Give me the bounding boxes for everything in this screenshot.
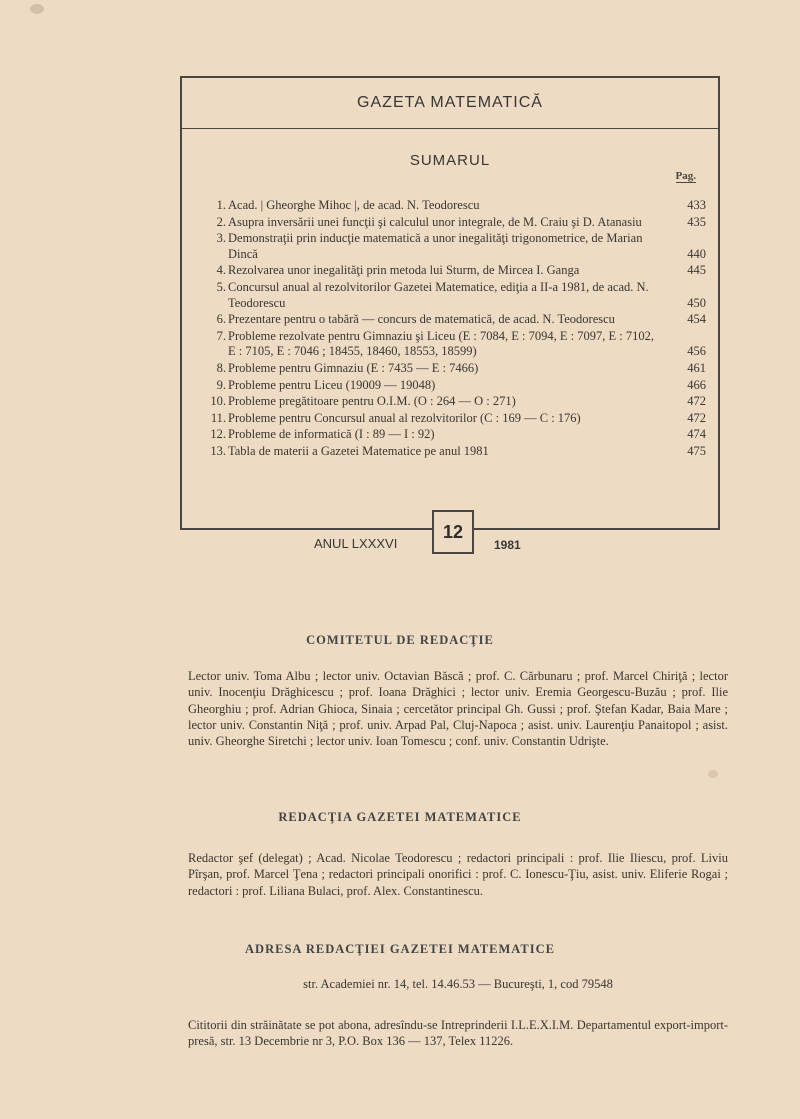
toc-item-title: Probleme rezolvate pentru Gimnaziu şi Liceu (E : 7084, E : 7094, E : 7097, E : 7102, E : 7105, E : 7046 ; 18455, 18460, 18553, 18599) xyxy=(228,328,654,359)
toc-item-title: Probleme pentru Gimnaziu (E : 7435 — E : 7466) xyxy=(228,360,479,375)
toc-item-page: 450 xyxy=(687,295,706,310)
toc-item-number: 2. xyxy=(216,214,226,229)
toc-item[interactable] xyxy=(206,444,706,460)
toc-item-number: 3. xyxy=(216,231,226,246)
foreign-subscription-text: Cititorii din străinătate se pot abona, adresîndu-se Intreprinderii I.L.E.X.I.M. Departamentul export-import-presă, str. 13 Decembrie nr 3, P.O. Box 136 — 137, Telex 11226. xyxy=(188,1018,728,1049)
toc-item-page: 456 xyxy=(687,344,706,359)
toc-item[interactable] xyxy=(206,427,706,443)
toc-item-title: Acad. | Gheorghe Mihoc |, de acad. N. Teodorescu xyxy=(228,198,480,212)
toc-item-page: 454 xyxy=(687,312,706,327)
toc-item-number: 13. xyxy=(210,443,226,458)
issue-info xyxy=(180,510,720,560)
toc-item-title: Tabla de materii a Gazetei Matematice pe anul 1981 xyxy=(228,443,489,458)
address-line: str. Academiei nr. 14, tel. 14.46.53 — Bucureşti, 1, cod 79548 xyxy=(303,977,613,991)
toc-item-number: 6. xyxy=(216,312,226,327)
toc-item[interactable] xyxy=(206,361,706,377)
editorial-title: REDACŢIA GAZETEI MATEMATICE xyxy=(278,810,522,824)
toc-item[interactable] xyxy=(206,198,706,214)
page-column-label: Pag. xyxy=(675,170,696,182)
toc-item-title: Probleme pregătitoare pentru O.I.M. (O : 264 — O : 271) xyxy=(228,394,516,409)
toc-item-number: 11. xyxy=(210,410,226,425)
toc-item-title: Rezolvarea unor inegalităţi prin metoda lui Sturm, de Mircea I. Ganga xyxy=(228,263,580,278)
toc-item-number: 4. xyxy=(216,263,226,278)
issue-year: 1981 xyxy=(494,538,521,552)
toc-item[interactable] xyxy=(206,312,706,328)
issue-number: 12 xyxy=(432,510,474,554)
toc-item-page: 472 xyxy=(687,394,706,409)
toc-item-page: 475 xyxy=(687,443,706,458)
toc-item-title: Prezentare pentru o tabără — concurs de matematică, de acad. N. Teodorescu xyxy=(228,312,615,327)
toc-item-page: 445 xyxy=(687,263,706,278)
toc-item-number: 10. xyxy=(210,394,226,409)
toc-item-number: 7. xyxy=(216,328,226,343)
summary-box xyxy=(180,76,720,530)
toc-item-number: 8. xyxy=(216,360,226,375)
paper-stain xyxy=(30,4,44,14)
toc-item-number: 5. xyxy=(216,279,226,294)
toc-item-number: 9. xyxy=(216,377,226,392)
toc-item-page: 435 xyxy=(687,214,706,229)
toc-item-number: 12. xyxy=(210,427,226,442)
committee-title: COMITETUL DE REDACŢIE xyxy=(306,633,494,647)
toc-item-title: Probleme pentru Liceu (19009 — 19048) xyxy=(228,377,436,392)
toc-item[interactable] xyxy=(206,263,706,279)
toc-item-page: 474 xyxy=(687,427,706,442)
divider xyxy=(182,128,718,129)
toc-item-page: 440 xyxy=(687,246,706,261)
toc-item-page: 461 xyxy=(687,360,706,375)
toc-item-number: 1. xyxy=(216,198,226,212)
toc-item-title: Demonstraţii prin inducţie matematică a unor inegalităţi trigonometrice, de Marian Dincă xyxy=(228,231,643,261)
paper-stain xyxy=(708,770,718,778)
toc-item[interactable] xyxy=(206,329,706,360)
summary-title: SUMARUL xyxy=(409,152,491,169)
toc-item-title: Asupra inversării unei funcţii şi calculul unor integrale, de M. Craiu şi D. Atanasiu xyxy=(228,214,642,229)
toc-item-title: Probleme de informatică (I : 89 — I : 92) xyxy=(228,427,435,442)
toc-item-title: Probleme pentru Concursul anual al rezolvitorilor (C : 169 — C : 176) xyxy=(228,410,581,425)
toc-item[interactable] xyxy=(206,394,706,410)
toc-item-page: 466 xyxy=(687,377,706,392)
committee-text: Lector univ. Toma Albu ; lector univ. Octavian Băscă ; prof. C. Cărbunaru ; prof. Marcel Chiriţă ; lector univ. Inocenţiu Drăghicescu ; prof. Ioana Drăghici ; lector univ. Eremia Georgescu-Buzău ; prof. Ilie Gheorghiu ; prof. Adrian Ghioca, Sinaia ; cercetător principal Gh. Gussi ; prof. Ştefan Kadar, Baia Mare ; lector univ. Constantin Niţă ; prof. univ. Arpad Pal, Cluj-Napoca ; asist. univ. Laurenţiu Panaitopol ; asist. univ. Gheorghe Siretchi ; lector univ. Ioan Tomescu ; conf. univ. Constantin Udrişte. xyxy=(188,669,728,749)
journal-title: GAZETA MATEMATICĂ xyxy=(357,94,543,111)
toc-item[interactable] xyxy=(206,280,706,311)
volume-label: ANUL LXXXVI xyxy=(314,536,398,551)
toc-item-title: Concursul anual al rezolvitorilor Gazetei Matematice, ediţia a II-a 1981, de acad. N. Teodorescu xyxy=(228,279,649,310)
address-title: ADRESA REDACŢIEI GAZETEI MATEMATICE xyxy=(245,942,555,956)
toc-item[interactable] xyxy=(206,231,706,262)
toc-item[interactable] xyxy=(206,378,706,394)
table-of-contents xyxy=(206,198,706,461)
toc-item-page: 433 xyxy=(687,198,706,212)
toc-item[interactable] xyxy=(206,215,706,231)
editorial-text: Redactor şef (delegat) ; Acad. Nicolae Teodorescu ; redactori principali : prof. Ilie Iliescu, prof. Liviu Pîrşan, prof. Marcel Ţena ; redactori principali onorifici : prof. C. Ionescu-Ţiu, asist. univ. Eliferie Rogai ; redactori : prof. Liliana Bulaci, prof. Alex. Constantinescu. xyxy=(188,851,728,898)
toc-item-page: 472 xyxy=(687,410,706,425)
toc-item[interactable] xyxy=(206,411,706,427)
